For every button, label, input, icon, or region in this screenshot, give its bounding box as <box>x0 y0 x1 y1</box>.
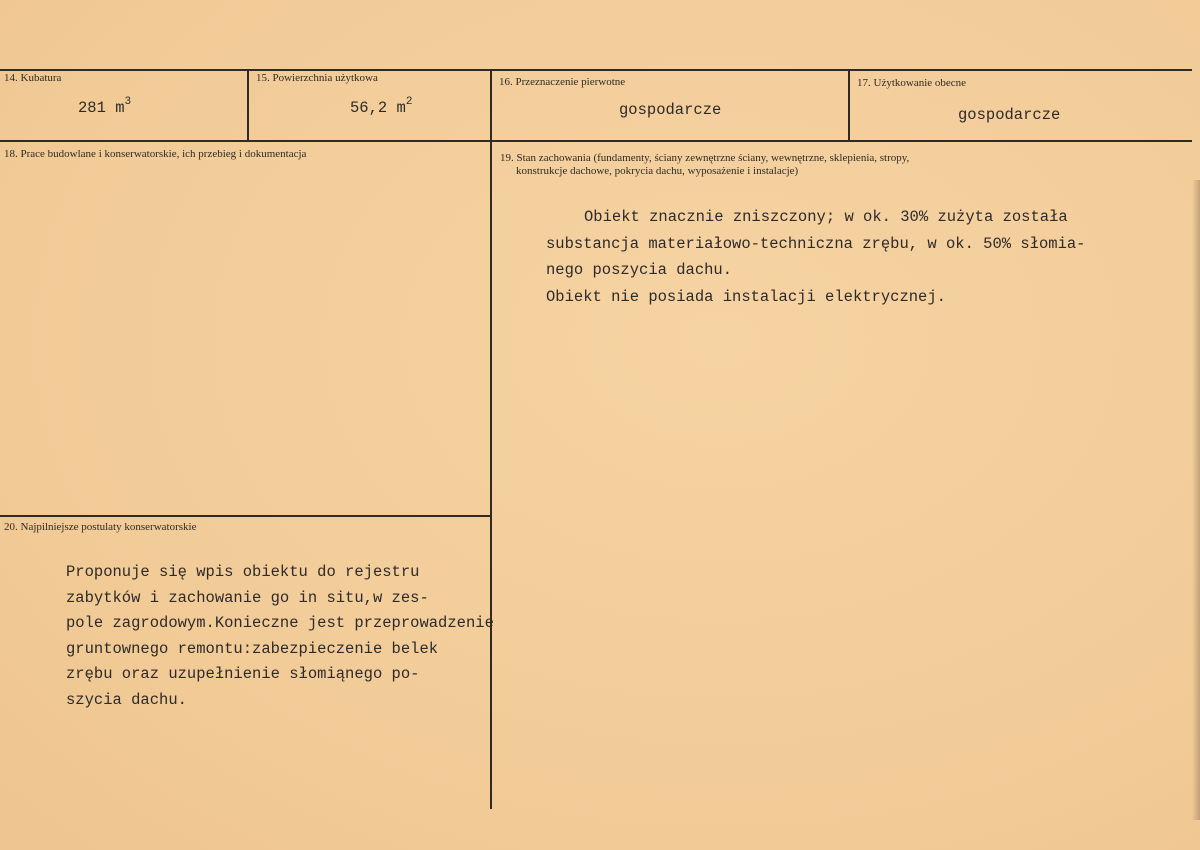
field-19-text <box>546 204 1086 310</box>
field-20-line-4: gruntownego remontu:zabezpieczenie belek <box>66 639 439 658</box>
field-20-label: 20. Najpilniejsze postulaty konserwatorskie <box>4 521 197 533</box>
field-16-label: 16. Przeznaczenie pierwotne <box>499 76 626 88</box>
section-20-divider <box>0 515 491 517</box>
field-14-unit-exponent: 3 <box>124 96 132 108</box>
card-edge-shadow <box>1192 180 1200 820</box>
field-19-line-4: Obiekt nie posiada instalacji elektrycznej. <box>546 287 946 306</box>
field-19-line-1: Obiekt znacznie zniszczony; w ok. 30% zużyta została <box>584 208 1068 226</box>
field-17-value: gospodarcze <box>958 106 1061 124</box>
field-19-label-line-2: konstrukcje dachowe, pokrycia dachu, wyposażenie i instalacje) <box>516 165 799 177</box>
field-20-text <box>66 560 494 713</box>
field-19-line-3: nego poszycia dachu. <box>546 261 733 279</box>
field-17-label: 17. Użytkowanie obecne <box>857 77 967 89</box>
field-19-label-line-1: 19. Stan zachowania (fundamenty, ściany zewnętrzne ściany, wewnętrzne, sklepienia, stropy, <box>500 152 910 164</box>
row-divider <box>0 140 1192 142</box>
field-14-label: 14. Kubatura <box>4 72 62 84</box>
field-14-number: 281 m <box>78 99 125 118</box>
field-18-label: 18. Prace budowlane i konserwatorskie, ich przebieg i dokumentacja <box>4 148 307 160</box>
field-15-value <box>350 98 412 117</box>
top-rule <box>0 69 1192 71</box>
field-19-line-2: substancja materiałowo-techniczna zrębu, w ok. 50% słomia- <box>546 234 1086 253</box>
field-20-line-1: Proponuje się wpis obiektu do rejestru <box>66 563 420 581</box>
field-15-number: 56,2 m <box>350 99 406 118</box>
field-15-unit-exponent: 2 <box>405 96 413 108</box>
field-20-line-5: zrębu oraz uzupełnienie słomiąnego po- <box>66 665 420 683</box>
field-20-line-3: pole zagrodowym.Konieczne jest przeprowadzenie <box>66 614 494 632</box>
field-16-value: gospodarcze <box>619 101 722 119</box>
field-20-line-6: szycia dachu. <box>66 690 187 709</box>
field-20-line-2: zabytków i zachowanie go in situ,w zes- <box>66 588 429 607</box>
field-15-label: 15. Powierzchnia użytkowa <box>256 72 378 84</box>
field-14-value <box>78 98 131 117</box>
col-divider-1 <box>247 69 249 141</box>
col-divider-3 <box>848 69 850 141</box>
